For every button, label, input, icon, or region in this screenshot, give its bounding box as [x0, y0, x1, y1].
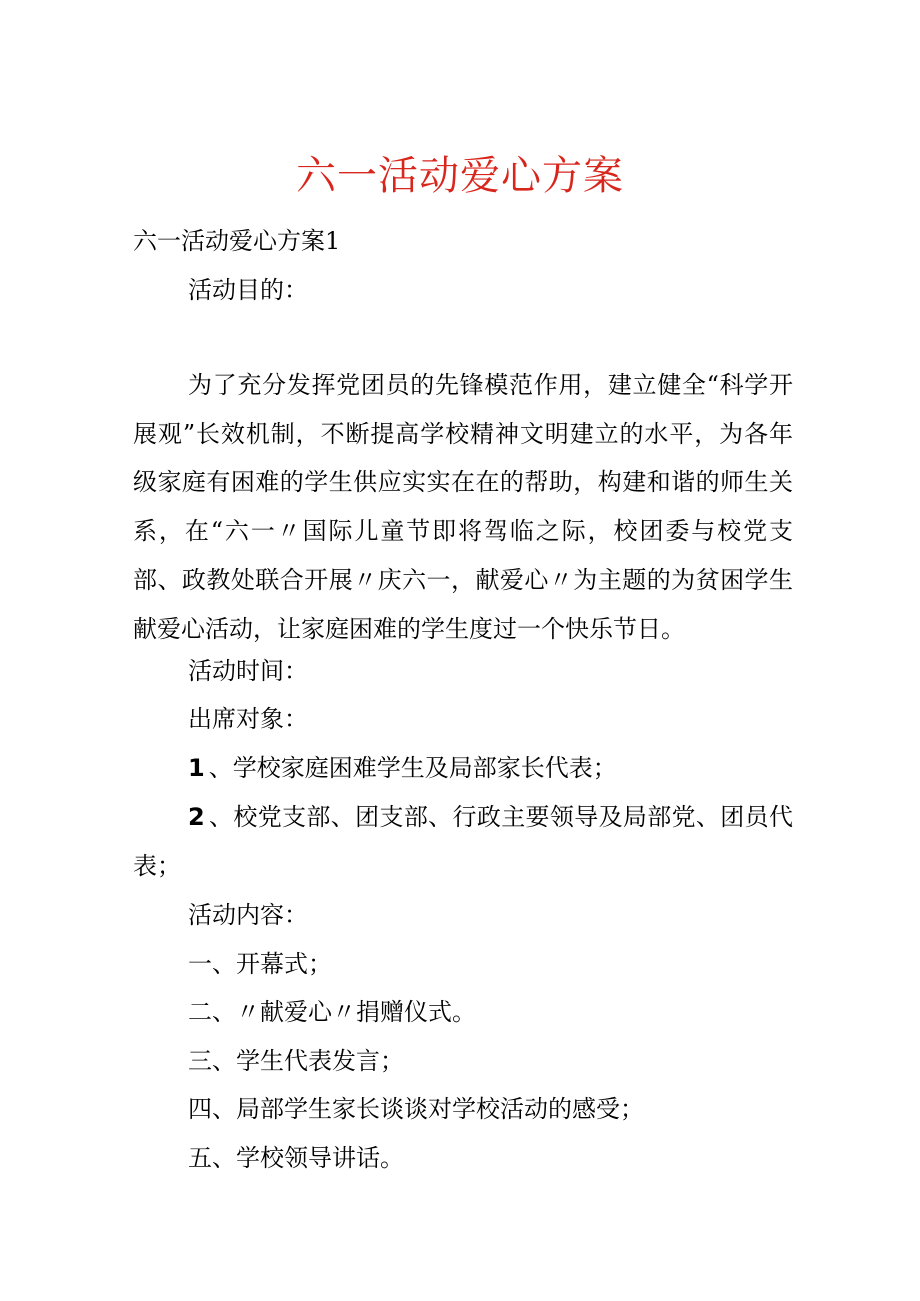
content-item-3: 三、学生代表发言；	[188, 1047, 404, 1075]
attendee-item-1	[188, 753, 617, 783]
purpose-label: 活动目的：	[188, 276, 308, 304]
attendee-item-2	[133, 793, 793, 890]
attendees-label: 出席对象：	[188, 705, 308, 733]
attendee-item-number: 1	[188, 754, 205, 782]
time-label: 活动时间：	[188, 657, 308, 685]
content-item-1: 一、开幕式；	[188, 950, 332, 978]
document-title: 六一活动爱心方案	[296, 153, 624, 199]
attendee-item-text: 、校党支部、团支部、行政主要领导及局部党、团员代表；	[133, 803, 793, 880]
content-item-5: 五、学校领导讲话。	[188, 1144, 404, 1172]
content-item-2: 二、〃献爱心〃捐赠仪式。	[188, 998, 476, 1026]
section-heading	[133, 226, 340, 256]
purpose-paragraph: 为了充分发挥党团员的先锋模范作用，建立健全“科学开展观”长效机制，不断提高学校精神文明建立的水平，为各年级家庭有困难的学生供应实实在在的帮助，构建和谐的师生关系，在“六一〃国际儿童节即将驾临之际，校团委与校党支部、政教处联合开展〃庆六一，献爱心〃为主题的为贫困学生献爱心活动，让家庭困难的学生度过一个快乐节日。	[133, 371, 793, 643]
section-heading-text: 六一活动爱心方案1	[133, 227, 341, 255]
content-item-4: 四、局部学生家长谈谈对学校活动的感受；	[188, 1095, 644, 1123]
attendee-item-text: 、学校家庭困难学生及局部家长代表；	[208, 754, 617, 782]
attendee-item-number: 2	[188, 803, 205, 831]
content-label: 活动内容：	[188, 901, 308, 929]
